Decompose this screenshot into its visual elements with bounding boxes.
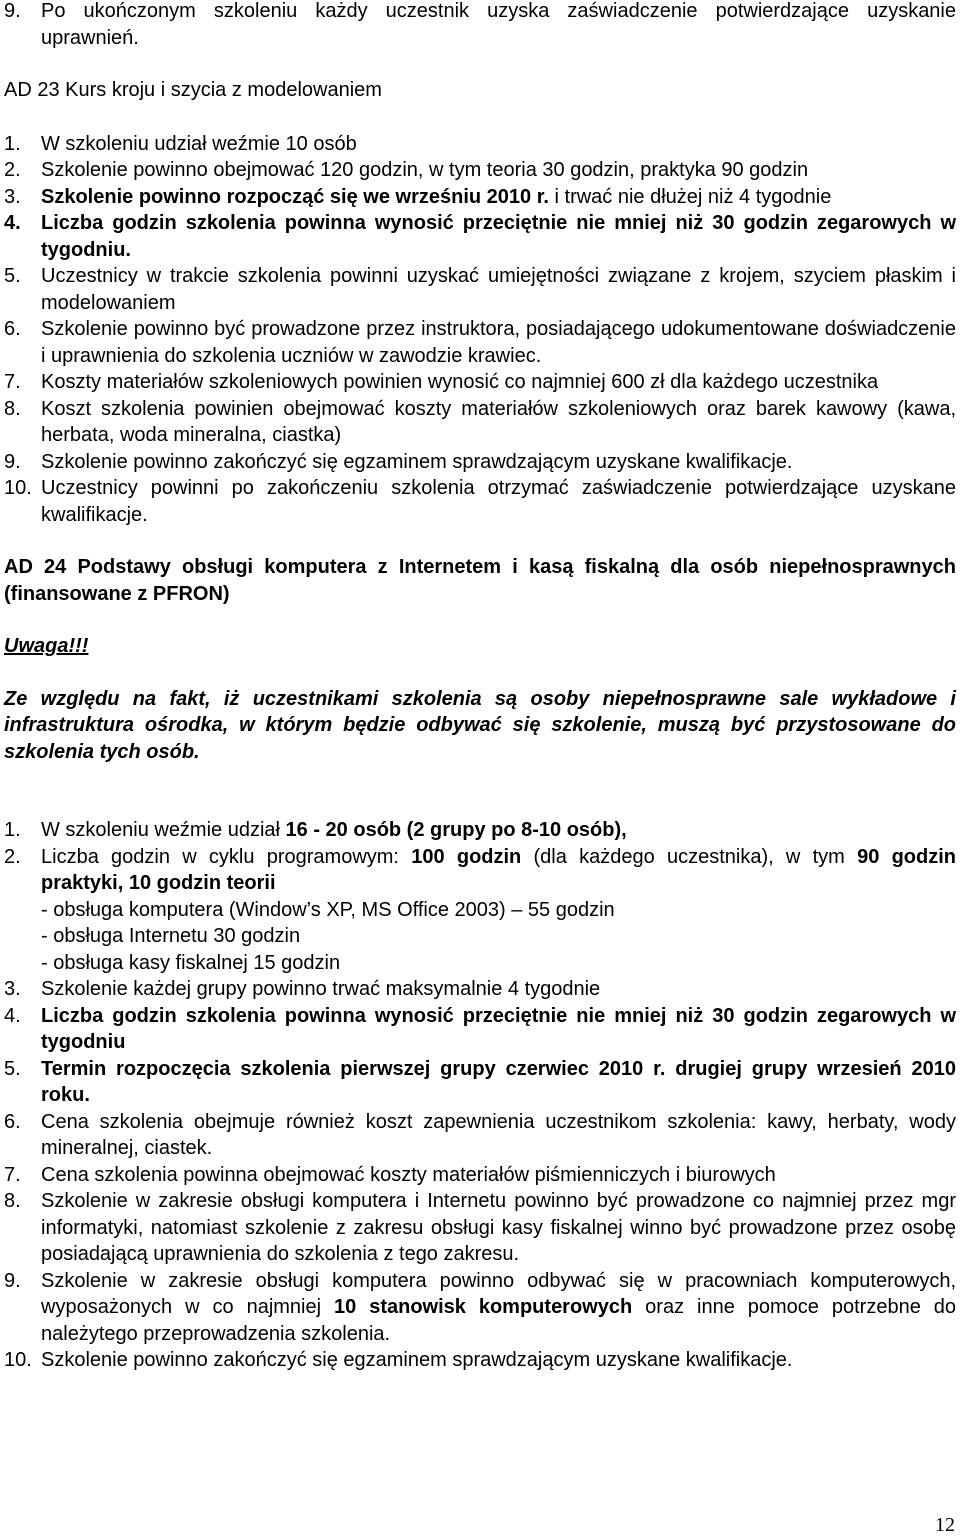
sub-item: - obsługa kasy fiskalnej 15 godzin bbox=[41, 951, 341, 974]
item-number: 1. bbox=[4, 819, 21, 841]
item-text: Szkolenie w zakresie obsługi komputera powinno odbywać się w pracowniach komputerowych, wyposażonych w co najmniej bbox=[41, 1269, 956, 1318]
item-number: 10. bbox=[4, 477, 32, 499]
list-item bbox=[4, 210, 956, 263]
item-number: 10. bbox=[4, 1349, 32, 1371]
list-item bbox=[4, 1188, 956, 1268]
item-text-bold: 10 stanowisk komputerowych bbox=[334, 1296, 633, 1318]
list-item bbox=[4, 1003, 956, 1056]
ad24-list bbox=[4, 817, 956, 1374]
section-title-ad23: AD 23 Kurs kroju i szycia z modelowaniem bbox=[4, 79, 382, 101]
item-number: 9. bbox=[4, 0, 21, 22]
item-text: Liczba godzin w cyklu programowym: bbox=[41, 845, 412, 868]
item-text: W szkoleniu weźmie udział bbox=[41, 819, 286, 841]
item-number: 4. bbox=[4, 212, 21, 234]
item-text: i trwać nie dłużej niż 4 tygodnie bbox=[548, 185, 832, 208]
list-item bbox=[4, 369, 956, 396]
page-number: 12 bbox=[935, 1514, 955, 1536]
item-number: 3. bbox=[4, 978, 21, 1000]
list-item bbox=[4, 157, 956, 184]
list-item bbox=[4, 1162, 956, 1189]
item-text-bold: 90 godzin praktyki, 10 godzin teorii bbox=[41, 845, 956, 894]
list-item bbox=[4, 449, 956, 476]
item-number: 6. bbox=[4, 1110, 21, 1133]
list-item bbox=[4, 1056, 956, 1109]
item-number: 8. bbox=[4, 397, 21, 420]
item-text: Liczba godzin szkolenia powinna wynosić przeciętnie nie mniej niż 30 godzin zegarowych w tygodniu bbox=[41, 1004, 956, 1053]
item-number: 2. bbox=[4, 159, 21, 181]
item-text: Koszt szkolenia powinien obejmować koszty materiałów szkoleniowych oraz barek kawowy (kawa, herbata, woda mineralna, ciastka) bbox=[41, 397, 956, 446]
list-item bbox=[4, 396, 956, 449]
list-item bbox=[4, 976, 956, 1003]
item-text: (dla każdego uczestnika), w tym bbox=[521, 845, 858, 868]
list-item bbox=[4, 263, 956, 316]
list-item bbox=[4, 184, 956, 211]
list-item bbox=[4, 1268, 956, 1348]
item-text: Szkolenie każdej grupy powinno trwać maksymalnie 4 tygodnie bbox=[41, 978, 601, 1000]
item-number: 7. bbox=[4, 1163, 21, 1186]
item-number: 8. bbox=[4, 1190, 21, 1212]
item-text: Uczestnicy powinni po zakończeniu szkolenia otrzymać zaświadczenie potwierdzające uzyskane kwalifikacje. bbox=[41, 477, 956, 526]
item-number: 9. bbox=[4, 1269, 21, 1292]
item-number: 5. bbox=[4, 265, 21, 287]
list-item bbox=[4, 844, 956, 897]
item-text-bold: Szkolenie powinno rozpocząć się we wrześniu 2010 r. bbox=[41, 185, 549, 208]
list-item bbox=[4, 316, 956, 369]
item-text: Liczba godzin szkolenia powinna wynosić przeciętnie nie mniej niż 30 godzin zegarowych w tygodniu. bbox=[41, 212, 956, 261]
item-number: 1. bbox=[4, 132, 21, 155]
warning-label: Uwaga!!! bbox=[4, 635, 89, 657]
ad23-list bbox=[4, 131, 956, 529]
item-text: Cena szkolenia powinna obejmować koszty materiałów piśmienniczych i biurowych bbox=[41, 1163, 776, 1186]
item-text-bold: 100 godzin bbox=[411, 845, 522, 868]
item-number: 9. bbox=[4, 450, 21, 473]
item-number: 4. bbox=[4, 1004, 21, 1027]
list-item bbox=[4, 475, 956, 528]
list-item bbox=[4, 131, 956, 158]
item-number: 3. bbox=[4, 185, 21, 208]
item-text: W szkoleniu udział weźmie 10 osób bbox=[41, 132, 357, 155]
item-number: 2. bbox=[4, 845, 21, 868]
list-item bbox=[4, 1109, 956, 1162]
item-text: Szkolenie powinno zakończyć się egzaminem sprawdzającym uzyskane kwalifikacje. bbox=[41, 450, 793, 473]
item-text: Termin rozpoczęcia szkolenia pierwszej grupy czerwiec 2010 r. drugiej grupy wrzesień 2010 roku. bbox=[41, 1057, 956, 1106]
warning-text: Ze względu na fakt, iż uczestnikami szkolenia są osoby niepełnosprawne sale wykładowe i infrastruktura ośrodka, w którym będzie odbywać się szkolenie, muszą być przystosowane do szkolenia tych osób. bbox=[4, 687, 956, 763]
item-text: Szkolenie powinno być prowadzone przez instruktora, posiadającego udokumentowane doświadczenie i uprawnienia do szkolenia uczniów w zawodzie krawiec. bbox=[41, 318, 956, 367]
item-text: Szkolenie powinno obejmować 120 godzin, w tym teoria 30 godzin, praktyka 90 godzin bbox=[41, 159, 809, 181]
list-item bbox=[4, 1347, 956, 1374]
item-text-bold: 16 - 20 osób (2 grupy po 8-10 osób), bbox=[285, 819, 627, 841]
list-item bbox=[4, 0, 956, 51]
section-title-ad24: AD 24 Podstawy obsługi komputera z Internetem i kasą fiskalną dla osób niepełnosprawnych (finansowane z PFRON) bbox=[4, 556, 956, 605]
sub-item: - obsługa komputera (Window’s XP, MS Office 2003) – 55 godzin bbox=[41, 898, 615, 921]
item-text: Szkolenie powinno zakończyć się egzaminem sprawdzającym uzyskane kwalifikacje. bbox=[41, 1349, 793, 1371]
sub-item: - obsługa Internetu 30 godzin bbox=[41, 925, 301, 947]
item-number: 7. bbox=[4, 371, 21, 393]
list-item bbox=[4, 817, 956, 844]
item-text: oraz inne pomoce potrzebne do należytego przeprowadzenia szkolenia. bbox=[41, 1296, 957, 1345]
item-number: 5. bbox=[4, 1057, 21, 1080]
item-text: Szkolenie w zakresie obsługi komputera i Internetu powinno być prowadzone co najmniej przez mgr informatyki, natomiast szkolenie z zakresu obsługi kasy fiskalnej winno być prowadzone przez osobę posiadającą uprawnienia do szkolenia z tego zakresu. bbox=[41, 1190, 956, 1265]
document-page bbox=[4, 0, 956, 1374]
item-text: Uczestnicy w trakcie szkolenia powinni uzyskać umiejętności związane z krojem, szyciem płaskim i modelowaniem bbox=[41, 265, 956, 314]
item-text: Koszty materiałów szkoleniowych powinien wynosić co najmniej 600 zł dla każdego uczestnika bbox=[41, 371, 879, 393]
item-text: Cena szkolenia obejmuje również koszt zapewnienia uczestnikom szkolenia: kawy, herbaty, wody mineralnej, ciastek. bbox=[41, 1110, 956, 1159]
item-number: 6. bbox=[4, 318, 21, 340]
item-text: Po ukończonym szkoleniu każdy uczestnik uzyska zaświadczenie potwierdzające uzyskanie uprawnień. bbox=[41, 0, 956, 49]
